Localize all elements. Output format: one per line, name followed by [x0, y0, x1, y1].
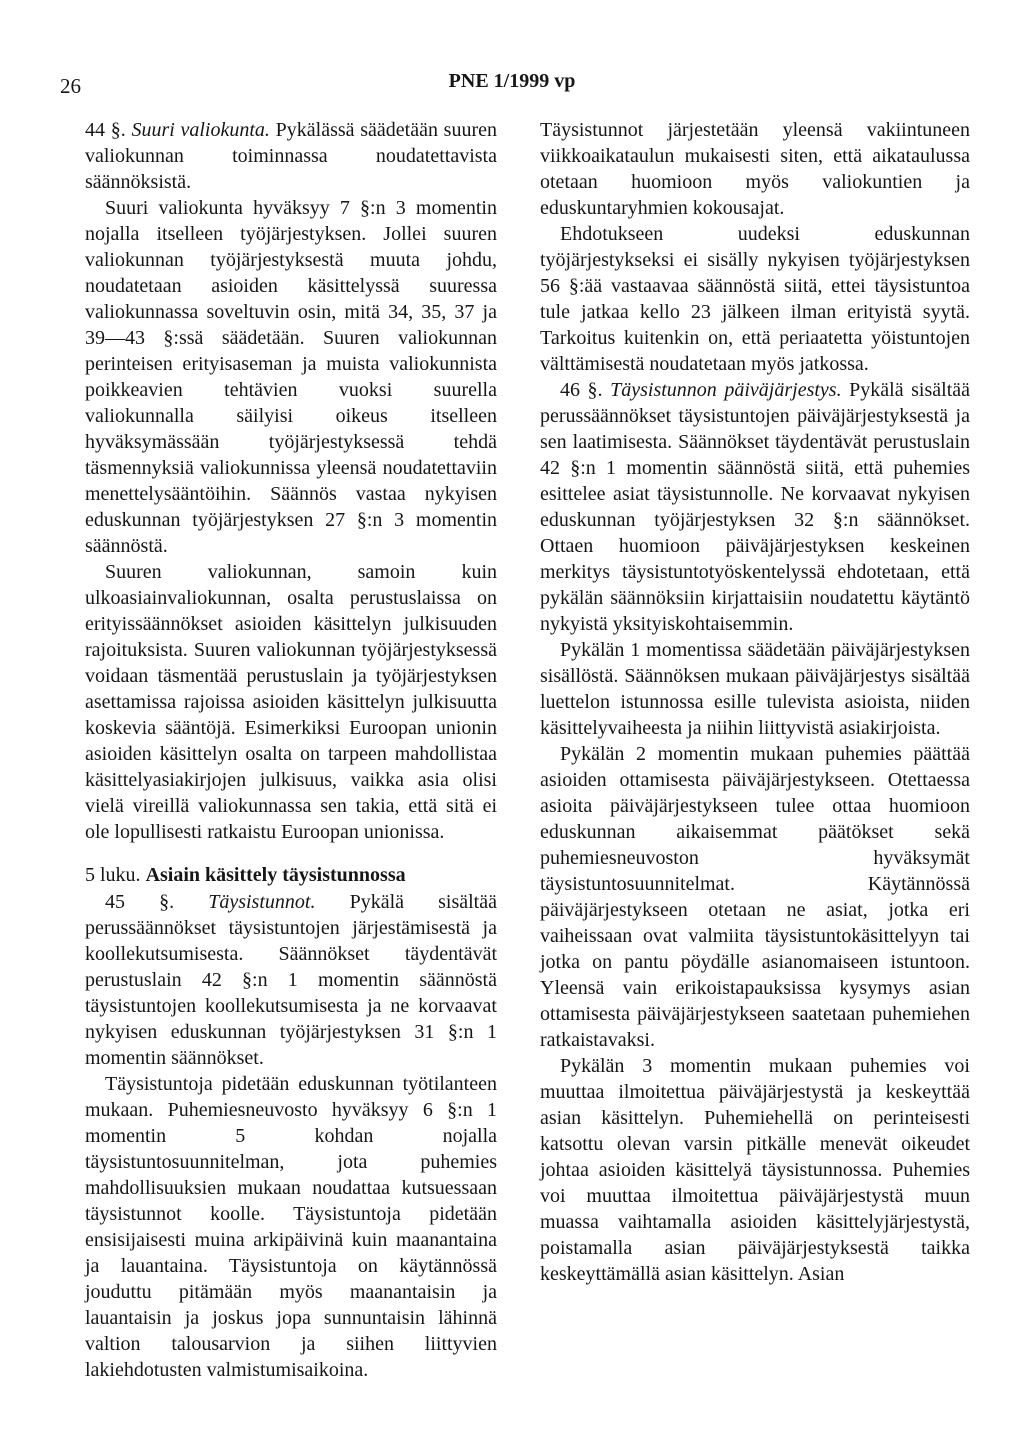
section-45-intro — [85, 889, 497, 1071]
chapter-title: Asiain käsittely täysistunnossa — [145, 864, 406, 886]
section-46-paragraph-3: Pykälän 2 momentin mukaan puhemies päättää asioiden ottamisesta päiväjärjestykseen. Otettaessa asioita päiväjärjestykseen tulee ottaa huomioon eduskunnan aikaisemmat päätökset sekä puhemiesneuvoston hyväksymät täysistuntosuunnitelmat. Käytännössä päiväjärjestykseen otetaan ne asiat, jotka eri vaiheissaan ovat valmiita täysistuntokäsittelyyn tai jotka on pantu pöydälle asianomaiseen istuntoon. Yleensä vain erikoistapauksissa kysymys asian ottamisesta päiväjärjestykseen saatetaan puhemiehen ratkaistavaksi. — [540, 743, 970, 1051]
section-44-title: Suuri valiokunta. — [131, 119, 270, 141]
section-44-number: 44 §. — [85, 119, 132, 141]
chapter-number: 5 luku. — [85, 864, 146, 886]
section-44-intro — [85, 117, 497, 195]
page-number: 26 — [60, 74, 81, 98]
running-title: PNE 1/1999 vp — [448, 70, 576, 92]
chapter-heading — [85, 845, 497, 889]
section-45-paragraph-1: Pykälä sisältää perussäännökset täysistuntojen järjestämisestä ja koollekutsumisesta. Säännökset täydentävät perustuslain 42 §:n 1 momentin säännöstä täysistuntojen koollekutsumisesta ja ne korvaavat nykyisen eduskunnan työjärjestyksen 31 §:n 1 momentin säännökset. — [85, 891, 497, 1069]
section-46-paragraph-1: Pykälä sisältää perussäännökset täysistuntojen päiväjärjestyksestä ja sen laatimisesta. Säännökset täydentävät perustuslain 42 §:n 1 momentin säännöstä siitä, että puhemies esittelee asiat täysistunnolle. Ne korvaavat nykyisen eduskunnan työjärjestyksen 32 §:n säännökset. Ottaen huomioon päiväjärjestyksen keskeinen merkitys täysistuntotyöskentelyssä ehdotetaan, että pykälän säännöksiin kirjattaisiin noudatettu käytäntö nykyistä yksityiskohtaisemmin. — [540, 379, 971, 635]
right-paragraph-2: Ehdotukseen uudeksi eduskunnan työjärjestykseksi ei sisälly nykyisen työjärjestyksen 56 §:ää vastaavaa säännöstä siitä, ettei täysistuntoa tule jatkaa kello 23 jälkeen ilman erityistä syytä. Tarkoitus kuitenkin on, että periaatetta yöistuntojen välttämisestä noudatetaan myös jatkossa. — [540, 223, 970, 375]
section-45-title: Täysistunnot. — [208, 891, 316, 913]
section-44-paragraph-1: Pykälässä säädetään suuren valiokunnan toiminnassa noudatettavista säännöksistä. — [85, 119, 497, 193]
section-44-paragraph-3: Suuren valiokunnan, samoin kuin ulkoasiainvaliokunnan, osalta perustuslaissa on erityissäännökset asioiden käsittelyn julkisuuden rajoituksista. Suuren valiokunnan työjärjestyksessä voidaan täsmentää perustuslain ja työjärjestyksen asettamissa rajoissa asioiden käsittelyn julkisuutta koskevia sääntöjä. Esimerkiksi Euroopan unionin asioiden käsittelyn osalta on tarpeen mahdollistaa käsittelyasiakirjojen julkisuus, vaikka asia olisi vielä vireillä valiokunnassa sen takia, että sitä ei ole lopullisesti ratkaistu Euroopan unionissa. — [85, 561, 497, 843]
left-column — [85, 117, 497, 1383]
right-column — [540, 117, 970, 1287]
section-46-paragraph-2: Pykälän 1 momentissa säädetään päiväjärjestyksen sisällöstä. Säännöksen mukaan päiväjärjestys sisältää luettelon istunnossa esille tulevista asioista, niiden käsittelyvaiheesta ja niihin liittyvistä asiakirjoista. — [540, 639, 970, 739]
section-44-paragraph-2: Suuri valiokunta hyväksyy 7 §:n 3 momentin nojalla itselleen työjärjestyksen. Jollei suuren valiokunnan työjärjestyksestä muuta johdu, noudatetaan asioiden käsittelyssä suuressa valiokunnassa soveltuvin osin, mitä 34, 35, 37 ja 39—43 §:ssä säädetään. Suuren valiokunnan perinteisen erityisaseman ja muista valiokunnista poikkeavien tehtävien vuoksi suurella valiokunnalla säilyisi oikeus itselleen hyväksymässään työjärjestyksessä tehdä täsmennyksiä valiokunnissa yleensä noudatettaviin menettelysääntöihin. Säännös vastaa nykyisen eduskunnan työjärjestyksen 27 §:n 3 momentin säännöstä. — [85, 197, 497, 557]
section-45-number: 45 §. — [105, 891, 209, 913]
section-46-paragraph-4: Pykälän 3 momentin mukaan puhemies voi muuttaa ilmoitettua päiväjärjestystä ja keskeyttää asian käsittelyn. Puhemiehellä on perinteisesti katsottu olevan varsin pitkälle menevät oikeudet johtaa asioiden käsittelyä täysistunnossa. Puhemies voi muuttaa ilmoitettua päiväjärjestystä muun muassa vaihtamalla asioiden käsittelyjärjestystä, poistamalla asian päiväjärjestyksestä taikka keskeyttämällä asian käsittelyn. Asian — [540, 1055, 970, 1285]
section-45-paragraph-2: Täysistuntoja pidetään eduskunnan työtilanteen mukaan. Puhemiesneuvosto hyväksyy 6 §:n 1 momentin 5 kohdan nojalla täysistuntosuunnitelman, jota puhemies mahdollisuuksien mukaan noudattaa kutsuessaan täysistunnot koolle. Täysistuntoja pidetään ensisijaisesti muina arkipäivinä kuin maanantaina ja lauantaina. Täysistuntoja on käytännössä jouduttu pitämään myös maanantaisin ja lauantaisin ja joskus jopa sunnuntaisin lähinnä valtion talousarvion ja siihen liittyvien lakiehdotusten valmistumisaikoina. — [85, 1073, 497, 1381]
right-paragraph-1: Täysistunnot järjestetään yleensä vakiintuneen viikkoaikataulun mukaisesti siten, että aikataulussa otetaan huomioon myös valiokuntien ja eduskuntaryhmien kokousajat. — [540, 119, 970, 219]
section-46-number: 46 §. — [560, 379, 611, 401]
section-46-intro — [540, 377, 970, 637]
section-46-title: Täysistunnon päiväjärjestys. — [610, 379, 842, 401]
